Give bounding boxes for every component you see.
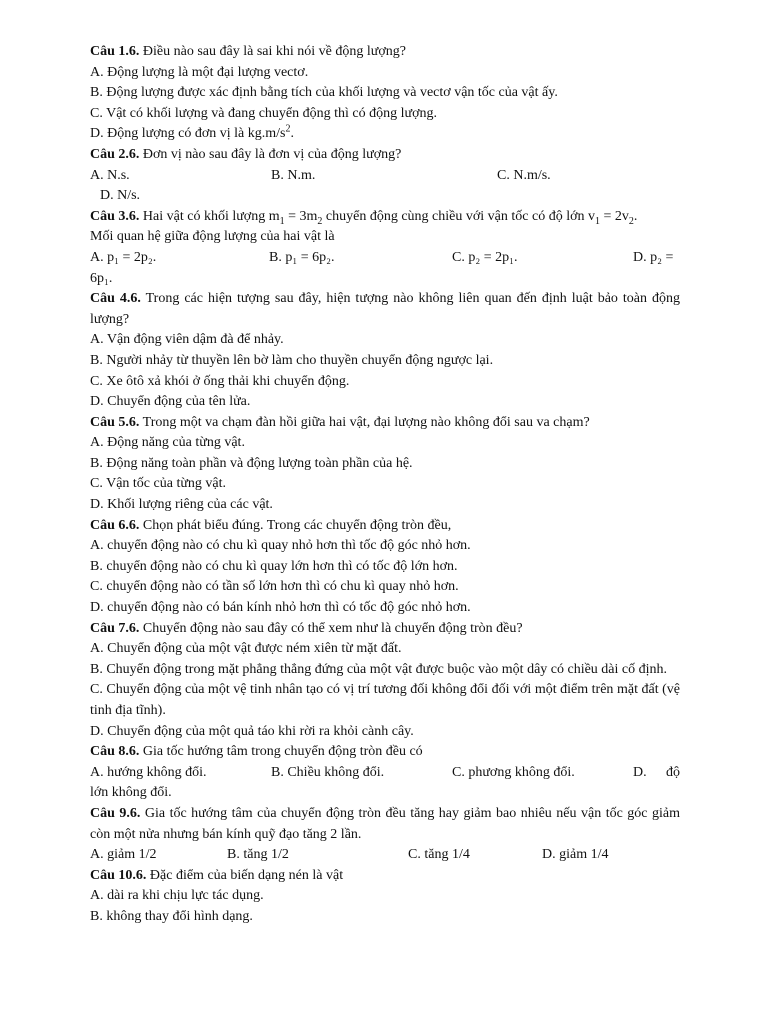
option-c: C. Vận tốc của từng vật. <box>90 476 227 492</box>
question-9 <box>90 804 680 845</box>
option-b: B. không thay đổi hình dạng. <box>90 908 253 924</box>
option-d-text: D. Động lượng có đơn vị là kg.m/s <box>90 126 286 142</box>
option-a: A. dài ra khi chịu lực tác dụng. <box>90 888 264 904</box>
subscript: 1 <box>279 215 285 227</box>
question-10 <box>90 866 680 887</box>
question-7 <box>90 619 680 640</box>
option-a: A. N.s. <box>90 167 130 183</box>
option-d: D. chuyển động nào có bán kính nhỏ hơn thì có tốc độ góc nhỏ hơn. <box>90 600 471 616</box>
option-c: C. p₂ = 2p₁. <box>452 249 518 265</box>
question-2 <box>90 145 680 166</box>
question-number: Câu 3.6. <box>90 208 140 224</box>
option-a: A. p₁ = 2p₂. <box>90 249 157 265</box>
option-d-continuation: 6p₁. <box>90 270 113 286</box>
question-stem: Chuyển động nào sau đây có thể xem như là chuyển động tròn đều? <box>139 620 523 636</box>
option-b: B. p₁ = 6p₂. <box>269 249 335 265</box>
question-number: Câu 9.6. <box>90 805 141 821</box>
question-number: Câu 6.6. <box>90 517 140 533</box>
question-stem: Điều nào sau đây là sai khi nói về động lượng? <box>139 44 406 59</box>
option-d: D. Khối lượng riêng của các vật. <box>90 497 273 513</box>
question-5 <box>90 413 680 434</box>
question-stem: Chọn phát biểu đúng. Trong các chuyển động tròn đều, <box>139 517 452 533</box>
option-c: C. chuyển động nào có tần số lớn hơn thì có chu kì quay nhỏ hơn. <box>90 579 459 595</box>
stem-part: = 2v <box>599 208 629 224</box>
question-stem: Đơn vị nào sau đây là đơn vị của động lượng? <box>139 146 402 162</box>
option-c: C. Chuyển động của một vệ tinh nhân tạo có vị trí tương đối không đổi đối với một điểm trên mặt đất (vệ tinh địa tĩnh). <box>90 682 680 718</box>
option-d-word: độ <box>666 764 680 780</box>
option-c: C. phương không đổi. <box>452 764 575 780</box>
option-a: A. Vận động viên dậm đà để nhảy. <box>90 332 284 348</box>
option-a: A. Chuyển động của một vật được ném xiên từ mặt đất. <box>90 641 402 657</box>
question-stem: Trong các hiện tượng sau đây, hiện tượng nào không liên quan đến định luật bảo toàn động lượng? <box>90 291 680 327</box>
option-b: B. N.m. <box>271 167 316 183</box>
option-b: B. Người nhảy từ thuyền lên bờ làm cho thuyền chuyển động ngược lại. <box>90 352 494 368</box>
question-stem: Gia tốc hướng tâm của chuyển động tròn đều tăng hay giảm bao nhiêu nếu vận tốc góc giảm còn một nửa nhưng bán kính quỹ đạo tăng 2 lần. <box>90 805 680 842</box>
option-d: D. p₂ = <box>633 249 674 265</box>
question-number: Câu 2.6. <box>90 146 140 162</box>
subscript: 2 <box>628 215 634 227</box>
subscript: 2 <box>317 215 323 227</box>
option-d: D. <box>633 764 647 780</box>
option-b: B. chuyển động nào có chu kì quay lớn hơn thì có tốc độ lớn hơn. <box>90 558 458 574</box>
options-row <box>90 248 680 269</box>
option-d-continuation: lớn không đổi. <box>90 785 172 801</box>
question-stem: Trong một va chạm đàn hồi giữa hai vật, đại lượng nào không đổi sau va chạm? <box>139 414 590 430</box>
option-d: D. Chuyển động của tên lửa. <box>90 394 251 410</box>
question-number: Câu 1.6. <box>90 44 140 59</box>
option-c: C. tăng 1/4 <box>408 847 470 863</box>
question-number: Câu 8.6. <box>90 744 140 760</box>
question-stem: Gia tốc hướng tâm trong chuyển động tròn đều có <box>139 744 423 760</box>
option-c: C. Xe ôtô xả khói ở ống thải khi chuyển động. <box>90 373 350 389</box>
option-a: A. Động năng của từng vật. <box>90 435 245 451</box>
options-row <box>90 845 680 866</box>
question-8 <box>90 742 680 763</box>
option-b: B. Động lượng được xác định bằng tích của khối lượng và vectơ vận tốc của vật ấy. <box>90 85 558 101</box>
option-b: B. Chiều không đổi. <box>271 764 385 780</box>
stem-part: Hai vật có khối lượng m <box>139 208 280 224</box>
option-a: A. Động lượng là một đại lượng vectơ. <box>90 64 309 80</box>
question-stem-line-2: Mối quan hệ giữa động lượng của hai vật là <box>90 229 335 245</box>
subscript: 1 <box>594 215 600 227</box>
question-number: Câu 4.6. <box>90 291 141 307</box>
option-c: C. Vật có khối lượng và đang chuyển động thì có động lượng. <box>90 105 438 121</box>
option-a: A. giảm 1/2 <box>90 847 157 863</box>
option-a: A. chuyển động nào có chu kì quay nhỏ hơn thì tốc độ góc nhỏ hơn. <box>90 538 471 554</box>
stem-part: chuyển động cùng chiều với vận tốc có độ lớn v <box>322 208 595 224</box>
superscript: 2 <box>285 123 291 135</box>
question-stem: Đặc điểm của biến dạng nén là vật <box>146 867 344 883</box>
stem-part: . <box>633 208 638 224</box>
options-row <box>90 763 680 784</box>
options-row <box>90 166 680 187</box>
question-6 <box>90 516 680 537</box>
option-d: D. N/s. <box>100 188 141 204</box>
option-d <box>90 124 680 145</box>
question-1 <box>90 42 680 63</box>
question-number: Câu 10.6. <box>90 867 147 883</box>
stem-part: = 3m <box>284 208 318 224</box>
option-d: D. giảm 1/4 <box>542 847 609 863</box>
option-b: B. tăng 1/2 <box>227 847 289 863</box>
question-number: Câu 7.6. <box>90 620 140 636</box>
option-a: A. hướng không đổi. <box>90 764 207 780</box>
question-3 <box>90 207 680 228</box>
period: . <box>290 126 294 142</box>
option-d: D. Chuyển động của một quả táo khi rời ra khỏi cành cây. <box>90 723 414 739</box>
option-c: C. N.m/s. <box>497 167 551 183</box>
question-number: Câu 5.6. <box>90 414 140 430</box>
exam-text <box>90 42 680 928</box>
question-4 <box>90 289 680 330</box>
option-b: B. Chuyển động trong mặt phẳng thẳng đứng của một vật được buộc vào một dây có chiều dài cố định. <box>90 661 668 677</box>
option-b: B. Động năng toàn phần và động lượng toàn phần của hệ. <box>90 455 413 471</box>
